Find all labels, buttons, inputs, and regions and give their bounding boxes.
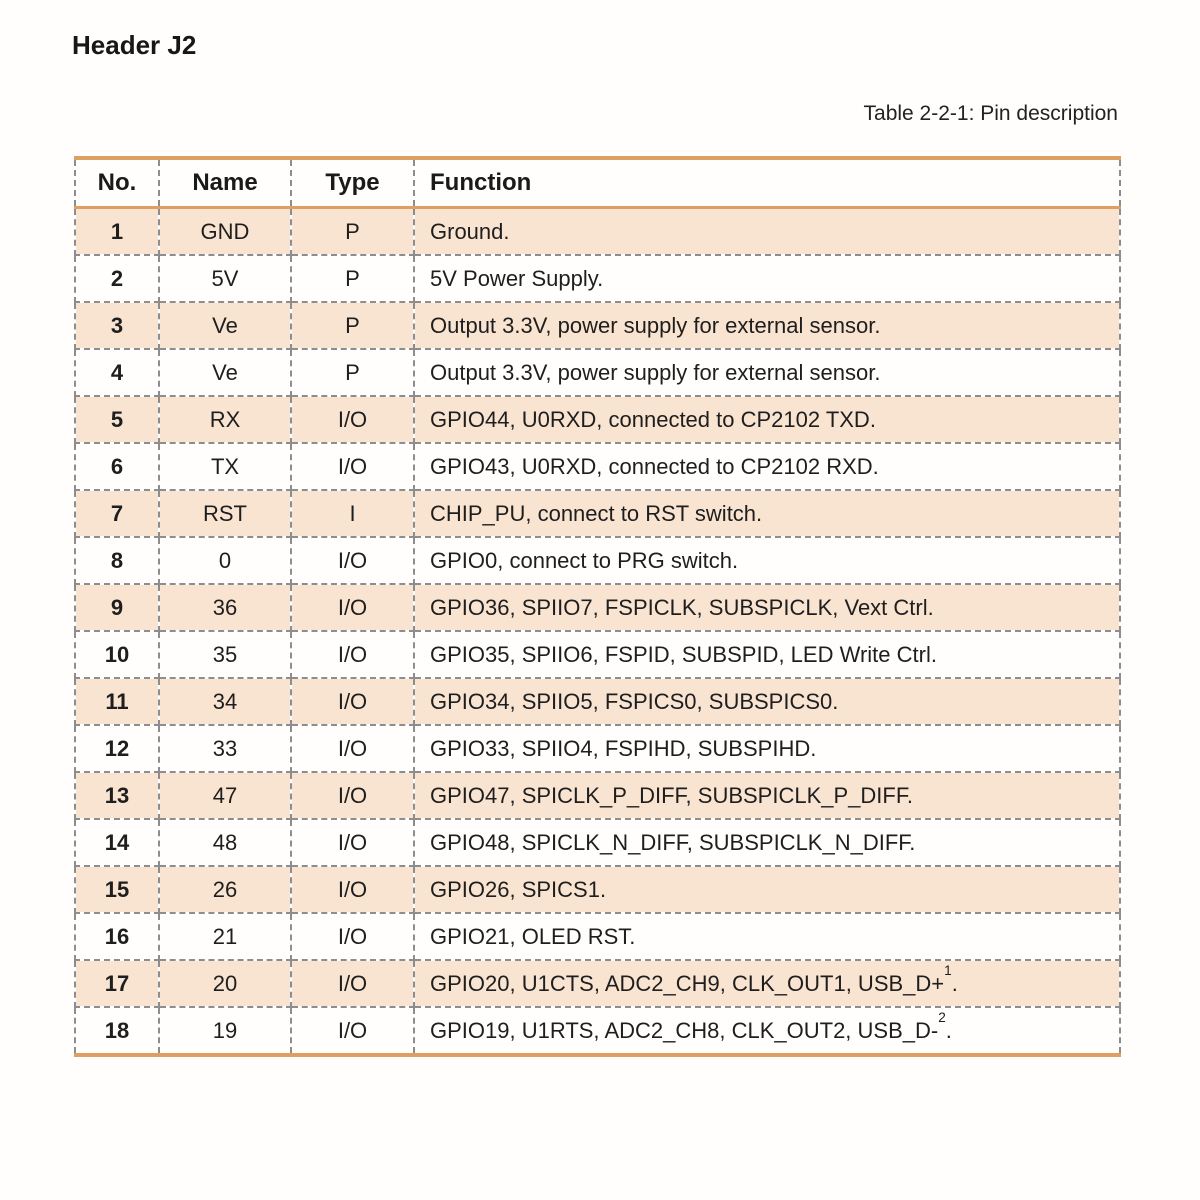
cell-type: I/O: [291, 819, 414, 866]
cell-no: 9: [75, 584, 159, 631]
table-row: [75, 537, 1120, 584]
function-text: Output 3.3V, power supply for external sensor.: [430, 359, 881, 385]
table-row: [75, 349, 1120, 396]
function-text: GPIO26, SPICS1.: [430, 876, 607, 902]
cell-name: TX: [159, 443, 291, 490]
cell-name: 47: [159, 772, 291, 819]
cell-no: 6: [75, 443, 159, 490]
cell-function: [414, 725, 1120, 772]
cell-type: I/O: [291, 396, 414, 443]
cell-type: I/O: [291, 725, 414, 772]
function-text: GPIO34, SPIIO5, FSPICS0, SUBSPICS0.: [430, 688, 839, 714]
cell-type: I/O: [291, 772, 414, 819]
cell-name: GND: [159, 208, 291, 256]
cell-type: I/O: [291, 1007, 414, 1055]
cell-no: 17: [75, 960, 159, 1007]
table-row: [75, 960, 1120, 1007]
cell-type: I/O: [291, 960, 414, 1007]
cell-no: 2: [75, 255, 159, 302]
cell-function: [414, 913, 1120, 960]
cell-no: 12: [75, 725, 159, 772]
table-caption: Table 2-2-1: Pin description: [863, 102, 1118, 125]
function-text: GPIO0, connect to PRG switch.: [430, 547, 739, 573]
cell-function: [414, 1007, 1120, 1055]
cell-function: [414, 960, 1120, 1007]
table-row: [75, 490, 1120, 537]
page-title: Header J2: [72, 30, 197, 60]
cell-function: [414, 631, 1120, 678]
column-header-name: Name: [159, 158, 291, 208]
column-header-function: Function: [414, 158, 1120, 208]
cell-function: [414, 302, 1120, 349]
cell-name: Ve: [159, 349, 291, 396]
table-row: [75, 396, 1120, 443]
function-superscript: 2: [938, 1009, 946, 1025]
column-header-no: No.: [75, 158, 159, 208]
cell-function: [414, 866, 1120, 913]
function-text: 5V Power Supply.: [430, 265, 604, 291]
table-row: [75, 913, 1120, 960]
cell-name: RST: [159, 490, 291, 537]
column-header-type: Type: [291, 158, 414, 208]
function-text-tail: .: [945, 1017, 952, 1043]
cell-type: I/O: [291, 866, 414, 913]
function-text: GPIO20, U1CTS, ADC2_CH9, CLK_OUT1, USB_D+: [430, 970, 945, 996]
table-row: [75, 208, 1120, 256]
cell-no: 18: [75, 1007, 159, 1055]
cell-type: I/O: [291, 631, 414, 678]
cell-no: 15: [75, 866, 159, 913]
cell-type: P: [291, 255, 414, 302]
cell-function: [414, 537, 1120, 584]
function-text: GPIO35, SPIIO6, FSPID, SUBSPID, LED Write Ctrl.: [430, 641, 937, 667]
cell-type: I/O: [291, 537, 414, 584]
cell-type: I/O: [291, 443, 414, 490]
cell-no: 4: [75, 349, 159, 396]
function-text: Ground.: [430, 218, 510, 244]
table-row: [75, 255, 1120, 302]
function-superscript: 1: [944, 962, 952, 978]
cell-function: [414, 584, 1120, 631]
cell-function: [414, 208, 1120, 256]
cell-name: 48: [159, 819, 291, 866]
table-row: [75, 631, 1120, 678]
cell-no: 5: [75, 396, 159, 443]
table-row: [75, 819, 1120, 866]
cell-no: 14: [75, 819, 159, 866]
function-text: Output 3.3V, power supply for external sensor.: [430, 312, 881, 338]
cell-function: [414, 443, 1120, 490]
function-text: GPIO47, SPICLK_P_DIFF, SUBSPICLK_P_DIFF.: [430, 782, 913, 808]
cell-name: RX: [159, 396, 291, 443]
cell-function: [414, 772, 1120, 819]
function-text: GPIO44, U0RXD, connected to CP2102 TXD.: [430, 406, 876, 432]
function-text: GPIO21, OLED RST.: [430, 923, 636, 949]
cell-no: 1: [75, 208, 159, 256]
cell-type: I/O: [291, 678, 414, 725]
cell-name: 34: [159, 678, 291, 725]
function-text-tail: .: [951, 970, 958, 996]
table-row: [75, 866, 1120, 913]
cell-no: 13: [75, 772, 159, 819]
cell-no: 8: [75, 537, 159, 584]
table-row: [75, 584, 1120, 631]
function-text: CHIP_PU, connect to RST switch.: [430, 500, 763, 526]
cell-type: I/O: [291, 913, 414, 960]
cell-type: I: [291, 490, 414, 537]
table-row: [75, 772, 1120, 819]
cell-function: [414, 349, 1120, 396]
cell-function: [414, 819, 1120, 866]
table-row: [75, 1007, 1120, 1055]
cell-name: Ve: [159, 302, 291, 349]
cell-no: 7: [75, 490, 159, 537]
cell-name: 21: [159, 913, 291, 960]
function-text: GPIO48, SPICLK_N_DIFF, SUBSPICLK_N_DIFF.: [430, 829, 916, 855]
cell-name: 19: [159, 1007, 291, 1055]
cell-name: 20: [159, 960, 291, 1007]
cell-name: 26: [159, 866, 291, 913]
cell-no: 11: [75, 678, 159, 725]
cell-type: P: [291, 208, 414, 256]
cell-type: I/O: [291, 584, 414, 631]
function-text: GPIO36, SPIIO7, FSPICLK, SUBSPICLK, Vext Ctrl.: [430, 594, 934, 620]
cell-function: [414, 678, 1120, 725]
function-text: GPIO43, U0RXD, connected to CP2102 RXD.: [430, 453, 879, 479]
cell-type: P: [291, 349, 414, 396]
table-row: [75, 302, 1120, 349]
cell-name: 33: [159, 725, 291, 772]
cell-name: 0: [159, 537, 291, 584]
function-text: GPIO33, SPIIO4, FSPIHD, SUBSPIHD.: [430, 735, 817, 761]
table-row: [75, 678, 1120, 725]
table-row: [75, 443, 1120, 490]
cell-no: 16: [75, 913, 159, 960]
cell-function: [414, 396, 1120, 443]
cell-no: 3: [75, 302, 159, 349]
cell-type: P: [291, 302, 414, 349]
cell-function: [414, 255, 1120, 302]
cell-name: 36: [159, 584, 291, 631]
function-text: GPIO19, U1RTS, ADC2_CH8, CLK_OUT2, USB_D-: [430, 1017, 939, 1043]
table-row: [75, 725, 1120, 772]
pin-table: [74, 156, 1121, 1057]
table-header-row: [75, 158, 1120, 208]
cell-name: 5V: [159, 255, 291, 302]
cell-function: [414, 490, 1120, 537]
cell-no: 10: [75, 631, 159, 678]
cell-name: 35: [159, 631, 291, 678]
